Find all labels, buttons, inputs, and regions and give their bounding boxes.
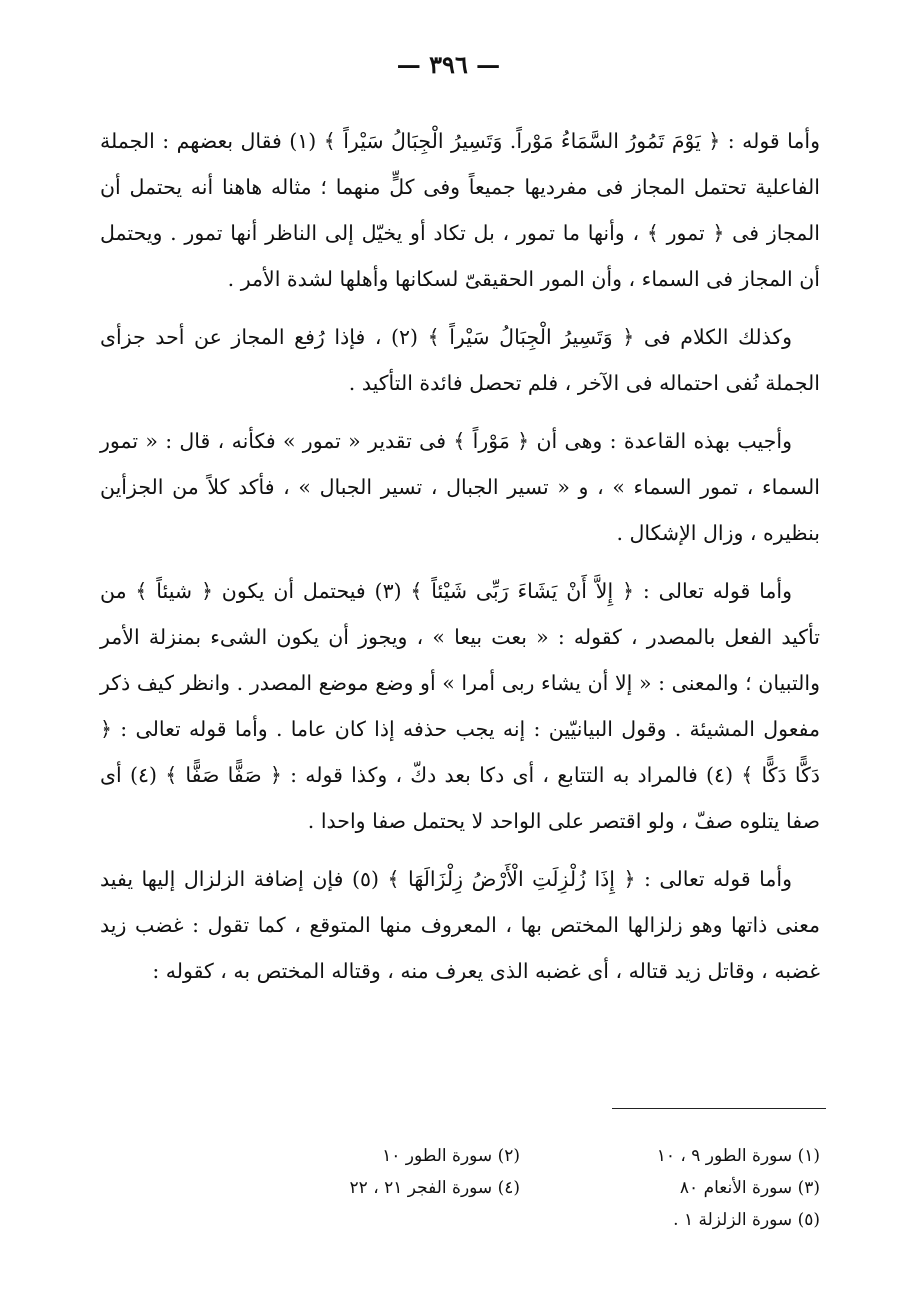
footnotes [220, 1140, 820, 1236]
footnote: (٣) سورة الأنعام ٨٠ [679, 1178, 820, 1198]
main-text [100, 118, 820, 1006]
footnote-row [220, 1172, 820, 1204]
paragraph: وأما قوله تعالى : ﴿ إِذَا زُلْزِلَتِ الْأَرْضُ زِلْزَالَهَا ﴾ (٥) فإن إضافة الزلزال إليها يفيد معنى ذاتها وهو زلزالها المختص بها ، المعروف منها المتوقع ، كما تقول : غضب زيد غضبه ، وقاتل زيد قتاله ، أى غضبه الذى يعرف منه ، وقتاله المختص به ، كقوله : [100, 867, 820, 983]
footnote-row [220, 1140, 820, 1172]
footnote: (٢) سورة الطور ١٠ [382, 1146, 520, 1166]
paragraph: وأما قوله تعالى : ﴿ إِلاَّ أَنْ يَشَاءَ رَبِّى شَيْئاً ﴾ (٣) فيحتمل أن يكون ﴿ شيئاً ﴾ من تأكيد الفعل بالمصدر ، كقوله : « بعت بيعا » ، ويجوز أن يكون الشىء بمنزلة الأمر والتبيان ؛ والمعنى : « إلا أن يشاء ربى أمرا » أو وضع موضع المصدر . وانظر كيف ذكر مفعول المشيئة . وقول البيانيّين : إنه يجب حذفه إذا كان عاما . وأما قوله تعالى : ﴿ دَكًّا دَكًّا ﴾ (٤) فالمراد به التتابع ، أى دكا بعد دكّ ، وكذا قوله : ﴿ صَفًّا صَفًّا ﴾ (٤) أى صفا يتلوه صفّ ، ولو اقتصر على الواحد لا يحتمل صفا واحدا . [100, 579, 820, 833]
footnote-row [220, 1204, 820, 1236]
page-number: — ٣٩٦ — [396, 50, 501, 79]
paragraph: وكذلك الكلام فى ﴿ وَتَسِيرُ الْجِبَالُ سَيْراً ﴾ (٢) ، فإذا رُفع المجاز عن أحد جزأى الجملة نُفى احتماله فى الآخر ، فلم تحصل فائدة التأكيد . [100, 325, 820, 395]
footnote: (٥) سورة الزلزلة ١ . [673, 1210, 820, 1230]
footnote-divider [612, 1108, 826, 1109]
footnote [220, 1204, 520, 1236]
paragraph: وأما قوله : ﴿ يَوْمَ تَمُورُ السَّمَاءُ مَوْراً. وَتَسِيرُ الْجِبَالُ سَيْراً ﴾ (١) فقال بعضهم : الجملة الفاعلية تحتمل المجاز فى مفرديها جميعاً وفى كلٍّ منهما ؛ مثاله هاهنا أنه يحتمل أن المجاز فى ﴿ تمور ﴾ ، وأنها ما تمور ، بل تكاد أو يخيّل إلى الناظر أنها تمور . ويحتمل أن المجاز فى السماء ، وأن المور الحقيقىّ لسكانها وأهلها لشدة الأمر . [100, 129, 820, 291]
footnote: (١) سورة الطور ٩ ، ١٠ [656, 1146, 820, 1166]
footnote: (٤) سورة الفجر ٢١ ، ٢٢ [349, 1178, 520, 1198]
paragraph: وأجيب بهذه القاعدة : وهى أن ﴿ مَوْراً ﴾ فى تقدير « تمور » فكأنه ، قال : « تمور السماء ، تمور السماء » ، و « تسير الجبال ، تسير الجبال » ، فأكد كلاً من الجزأين بنظيره ، وزال الإشكال . [100, 429, 820, 545]
